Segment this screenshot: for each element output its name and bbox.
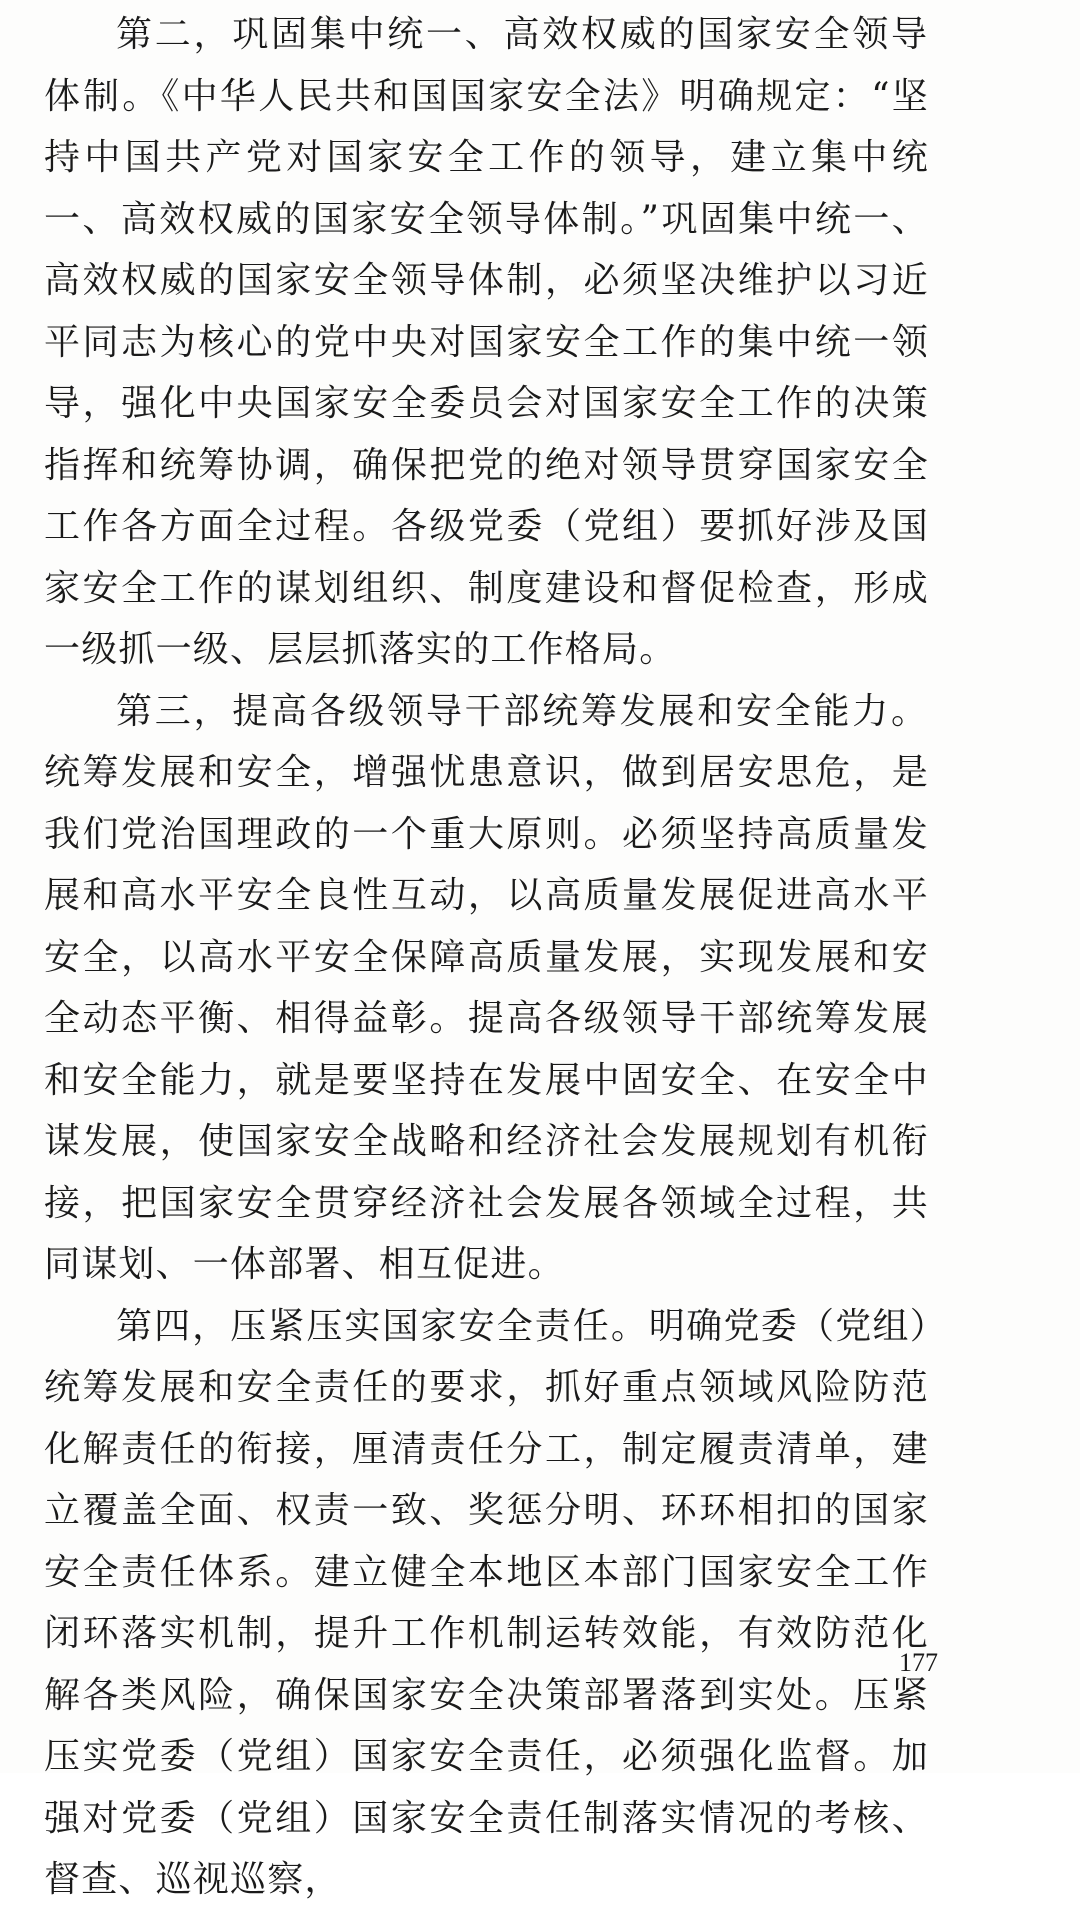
paragraph-lead: 第二，巩固集中统一、高效权威的国家安全领导体制。 (44, 14, 929, 117)
body-text (44, 4, 929, 1911)
paragraph-lead: 第三，提高各级领导干部统筹发展和安全能力。 (116, 690, 929, 732)
paragraph-second (44, 4, 929, 681)
paragraph-body: 《中华人民共和国国家安全法》明确规定：“坚持中国共产党对国家安全工作的领导，建立集中统一、高效权威的国家安全领导体制。”巩固集中统一、高效权威的国家安全领导体制，必须坚决维护以习近平同志为核心的党中央对国家安全工作的集中统一领导，强化中央国家安全委员会对国家安全工作的决策指挥和统筹协调，确保把党的绝对领导贯穿国家安全工作各方面全过程。各级党委（党组）要抓好涉及国家安全工作的谋划组织、制度建设和督促检查，形成一级抓一级、层层抓落实的工作格局。 (44, 75, 929, 670)
page-number: 177 (899, 1648, 938, 1677)
paragraph-lead: 第四，压紧压实国家安全责任。 (116, 1305, 649, 1347)
paragraph-third (44, 681, 929, 1296)
paragraph-body: 明确党委（党组）统筹发展和安全责任的要求，抓好重点领域风险防范化解责任的衔接，厘清责任分工，制定履责清单，建立覆盖全面、权责一致、奖惩分明、环环相扣的国家安全责任体系。建立健全本地区本部门国家安全工作闭环落实机制，提升工作机制运转效能，有效防范化解各类风险，确保国家安全决策部署落到实处。压紧压实党委（党组）国家安全责任，必须强化监督。加强对党委（党组）国家安全责任制落实情况的考核、督查、巡视巡察， (44, 1305, 929, 1900)
paragraph-fourth (44, 1296, 929, 1911)
paragraph-body: 统筹发展和安全，增强忧患意识，做到居安思危，是我们党治国理政的一个重大原则。必须坚持高质量发展和高水平安全良性互动，以高质量发展促进高水平安全，以高水平安全保障高质量发展，实现发展和安全动态平衡、相得益彰。提高各级领导干部统筹发展和安全能力，就是要坚持在发展中固安全、在安全中谋发展，使国家安全战略和经济社会发展规划有机衔接，把国家安全贯穿经济社会发展各领域全过程，共同谋划、一体部署、相互促进。 (44, 752, 929, 1285)
